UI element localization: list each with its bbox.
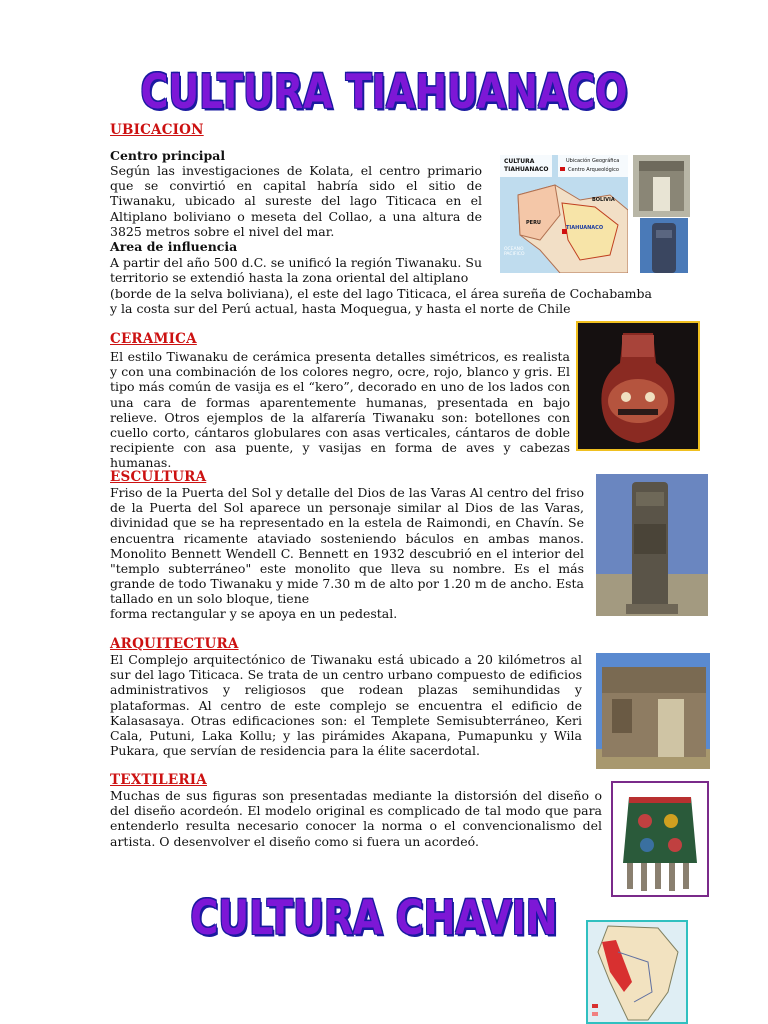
subheading-centro-principal: Centro principal bbox=[110, 148, 226, 163]
section-heading-arquitectura: ARQUITECTURA bbox=[110, 636, 239, 652]
tiahuanaco-map-image bbox=[500, 155, 628, 273]
page-title-chavin: CULTURA CHAVIN bbox=[190, 890, 558, 945]
map-legend-2: Centro Arqueológico bbox=[568, 167, 619, 173]
map-title-line2: TIAHUANACO bbox=[504, 166, 549, 173]
section-heading-ubicacion: UBICACION bbox=[110, 122, 204, 138]
escultura-text: Friso de la Puerta del Sol y detalle del Dios de las Varas Al centro del friso de la Puerta del Sol aparece un personaje similar al Dios de las Varas, divinidad que se ha representado en la estela de Raimondi, en Chavín. Se encuentra ricamente ataviado sosteniendo báculos en ambas manos. Monolito Bennett Wendell C. Bennett en 1932 descubrió en el interior del "templo subterráneo" este monolito que lleva su nombre. Es el más grande de todo Tiwanaku y mide 7.30 m de alto por 1.20 m de ancho. Esta tallado en un solo bloque, tiene bbox=[110, 485, 584, 607]
escultura-text-2: forma rectangular y se apoya en un pedestal. bbox=[110, 606, 398, 621]
kero-vessel-photo bbox=[576, 321, 700, 451]
section-heading-escultura: ESCULTURA bbox=[110, 469, 207, 485]
subheading-area-influencia: Area de influencia bbox=[110, 239, 238, 254]
map-label-ocean: OCEANO PACIFICO bbox=[504, 247, 525, 257]
textileria-text: Muchas de sus figuras son presentadas mediante la distorsión del diseño o del diseño acordeón. El modelo original es complicado de tal modo que para entenderlo resulta necesario conocer la norma o el convencionalismo del artista. O desenvolver el diseño como si fuera un acordeó. bbox=[110, 788, 602, 849]
area-influencia-text-1: A partir del año 500 d.C. se unificó la región Tiwanaku. Su territorio se extendió hasta la zona oriental del altiplano bbox=[110, 255, 482, 286]
monolith-small-photo bbox=[640, 218, 688, 273]
centro-principal-text: Según las investigaciones de Kolata, el centro primario que se convirtió en capital habría sido el sitio de Tiwanaku, ubicado al sureste del lago Titicaca en el Altiplano boliviano o meseta del Collao, a una altura de 3825 metros sobre el nivel del mar. bbox=[110, 163, 482, 239]
map-label-peru: PERU bbox=[526, 220, 541, 226]
chavin-map-image bbox=[586, 920, 688, 1024]
puerta-del-sol-architecture-photo bbox=[596, 653, 710, 769]
puerta-del-sol-photo bbox=[633, 155, 690, 217]
arquitectura-text: El Complejo arquitectónico de Tiwanaku está ubicado a 20 kilómetros al sur del lago Titicaca. Se trata de un centro urbano compuesto de edificios administrativos y religiosos que rodean plazas semihundidas y plataformas. Al centro de este complejo se encuentra el edificio de Kalasasaya. Otras edificaciones son: el Templete Semisubterráneo, Keri Cala, Putuni, Laka Kollu; y las pirámides Akapana, Pumapunku y Wila Pukara, que servían de residencia para la élite sacerdotal. bbox=[110, 652, 582, 759]
map-label-tiahuanaco: TIAHUANACO bbox=[566, 225, 604, 231]
section-heading-textileria: TEXTILERIA bbox=[110, 772, 207, 788]
textile-photo bbox=[611, 781, 709, 897]
map-legend-1: Ubicación Geográfica bbox=[566, 158, 620, 164]
section-heading-ceramica: CERAMICA bbox=[110, 331, 197, 347]
ceramica-text: El estilo Tiwanaku de cerámica presenta detalles simétricos, es realista y con una combinación de los colores negro, ocre, rojo, blanco y gris. El tipo más común de vasija es el “kero”, decorado en uno de los lados con una cara de formas aparentemente humanas, presentada en bajo relieve. Otros ejemplos de la alfarería Tiwanaku son: botellones con cuello corto, cántaros globulares con asas verticales, cántaros de doble recipiente con asa puente, y vasijas en forma de aves y cabezas humanas. bbox=[110, 349, 570, 471]
bennett-monolith-photo bbox=[596, 474, 708, 616]
map-title-line1: CULTURA bbox=[504, 158, 535, 165]
page-title: CULTURA TIAHUANACO bbox=[140, 64, 628, 119]
map-label-bolivia: BOLIVIA bbox=[592, 197, 615, 203]
area-influencia-text-2: (borde de la selva boliviana), el este del lago Titicaca, el área sureña de Cochabamba y la costa sur del Perú actual, hasta Moquegua, y hasta el norte de Chile bbox=[110, 286, 652, 317]
